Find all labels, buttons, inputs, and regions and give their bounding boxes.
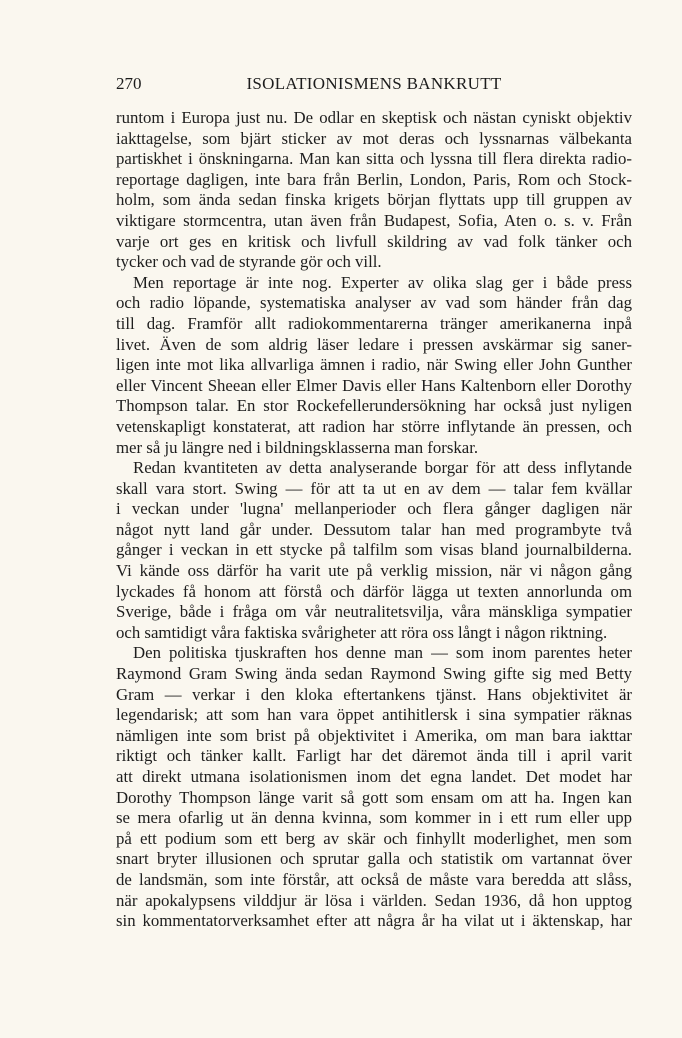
page-header bbox=[116, 74, 632, 96]
text-line: Sverige, både i fråga om vår neutralitetsvilja, våra mänskliga sympatier bbox=[116, 602, 632, 622]
text-line: ligen inte mot lika allvarliga ämnen i radio, när Swing eller John Gunther bbox=[116, 355, 632, 375]
text-line: skall vara stort. Swing — för att ta ut en av dem — talar fem kvällar bbox=[116, 478, 632, 498]
text-line: i veckan under 'lugna' mellanperioder och flera gånger dagligen när bbox=[116, 499, 632, 519]
text-line: mer så ju längre ned i bildningsklasserna man forskar. bbox=[116, 437, 479, 457]
text-line: Gram — verkar i den kloka eftertankens tjänst. Hans objektivitet är bbox=[116, 684, 632, 704]
text-line: legendarisk; att som han vara öppet antihitlersk i sina sympatier räknas bbox=[116, 705, 632, 725]
text-line: iakttagelse, som bjärt sticker av mot deras och lyssnarnas välbekanta bbox=[116, 128, 632, 148]
text-line: viktigare stormcentra, utan även från Budapest, Sofia, Aten o. s. v. Från bbox=[116, 210, 632, 230]
text-line: och radio löpande, systematiska analyser av vad som händer från dag bbox=[116, 293, 632, 313]
text-line: holm, som ända sedan finska krigets början flyttats upp till gruppen av bbox=[116, 190, 632, 210]
body-text bbox=[116, 108, 632, 932]
text-line: på ett podium som ett berg av skär och finhyllt moderlighet, men som bbox=[116, 828, 632, 848]
text-line: sin kommentatorverksamhet efter att några år ha vilat ut i äktenskap, har bbox=[116, 911, 632, 931]
text-line: något nytt land går under. Dessutom talar han med programbyte två bbox=[116, 519, 632, 539]
text-line: varje ort ges en kritisk och livfull skildring av vad folk tänker och bbox=[116, 231, 632, 251]
page-number: 270 bbox=[116, 74, 142, 93]
text-line: Redan kvantiteten av detta analyserande borgar för att dess inflytande bbox=[133, 458, 632, 478]
text-line: partiskhet i önskningarna. Man kan sitta och lyssna till flera direkta radio- bbox=[116, 149, 632, 169]
text-line: Raymond Gram Swing ända sedan Raymond Swing gifte sig med Betty bbox=[116, 664, 632, 684]
paragraph bbox=[116, 273, 632, 458]
paragraph bbox=[116, 458, 632, 643]
paragraph bbox=[116, 108, 632, 273]
text-line: runtom i Europa just nu. De odlar en skeptisk och nästan cyniskt objektiv bbox=[116, 108, 632, 127]
text-line: och samtidigt våra faktiska svårigheter att röra oss långt i någon riktning. bbox=[116, 622, 608, 642]
text-line: eller Vincent Sheean eller Elmer Davis eller Hans Kaltenborn eller Dorothy bbox=[116, 375, 632, 395]
text-line: Thompson talar. En stor Rockefellerundersökning har också just nyligen bbox=[116, 396, 632, 416]
text-line: Vi kände oss därför ha varit ute på verklig mission, när vi någon gång bbox=[116, 561, 632, 581]
text-line: till dag. Framför allt radiokommentarerna tränger amerikanerna inpå bbox=[116, 313, 632, 333]
text-line: när apokalypsens vilddjur är lösa i världen. Sedan 1936, då hon upptog bbox=[116, 890, 632, 910]
text-line: lyckades få honom att förstå och därför lägga ut texten annorlunda om bbox=[116, 581, 632, 601]
running-head: ISOLATIONISMENS BANKRUTT bbox=[246, 74, 502, 93]
text-line: de landsmän, som inte förstår, att också de måste vara beredda att slåss, bbox=[116, 869, 632, 889]
paragraph bbox=[116, 643, 632, 931]
text-line: nämligen inte som brist på objektivitet i Amerika, om man bara iakttar bbox=[116, 725, 632, 745]
text-line: tycker och vad de styrande gör och vill. bbox=[116, 252, 382, 272]
text-line: Dorothy Thompson länge varit så gott som ensam om att ha. Ingen kan bbox=[116, 787, 632, 807]
text-line: Den politiska tjuskraften hos denne man — som inom parentes heter bbox=[133, 643, 632, 663]
text-line: Men reportage är inte nog. Experter av olika slag ger i både press bbox=[133, 272, 632, 292]
text-line: se mera ofarlig ut än denna kvinna, som kommer in i ett rum eller upp bbox=[116, 808, 632, 828]
text-line: snart bryter illusionen och sprutar galla och statistik om vartannat över bbox=[116, 849, 632, 869]
text-line: livet. Även de som aldrig läser ledare i pressen avskärmar sig saner- bbox=[116, 334, 632, 354]
text-line: riktigt och tänker kallt. Farligt har det däremot ända till i april varit bbox=[116, 746, 632, 766]
text-line: vetenskapligt konstaterat, att radion har större inflytande än pressen, och bbox=[116, 416, 632, 436]
text-line: att direkt utmana isolationismen inom det egna landet. Det modet har bbox=[116, 767, 632, 786]
text-line: reportage dagligen, inte bara från Berlin, London, Paris, Rom och Stock- bbox=[116, 169, 632, 189]
text-line: gånger i veckan in ett stycke på talfilm som visas bland journalbilderna. bbox=[116, 540, 632, 560]
